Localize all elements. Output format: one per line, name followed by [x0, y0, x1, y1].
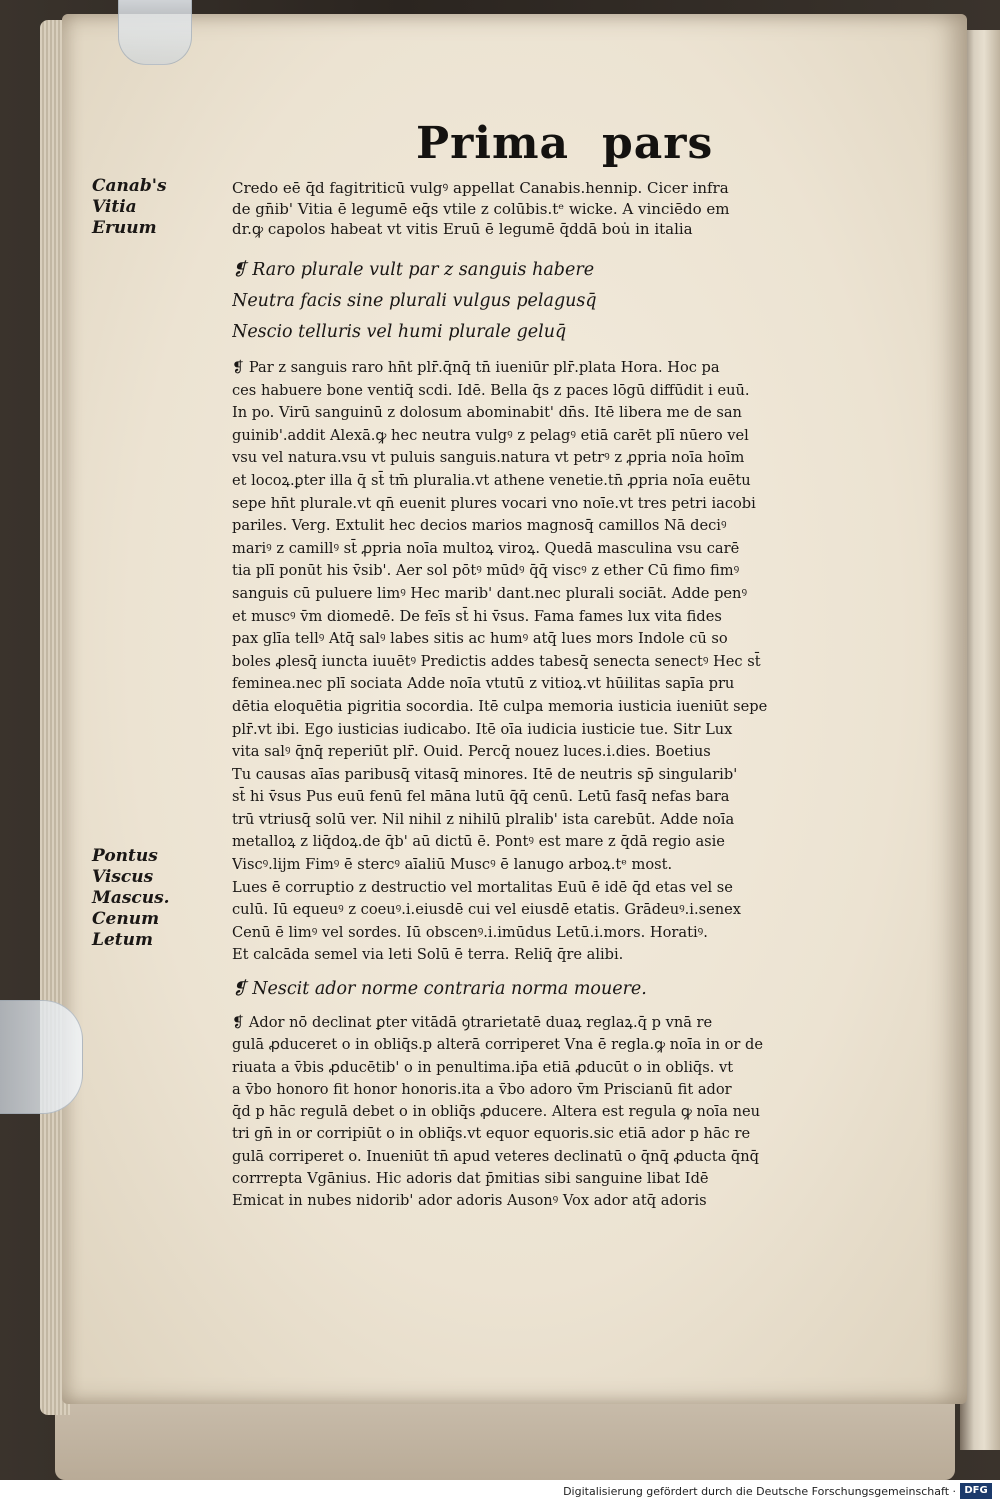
verse-line: Neutra facis sine plurali vulgus pelagusq̄ [232, 291, 597, 311]
text-line: Cenū ē limꝰ vel sordes. Iū obscenꝰ.i.imūdus Letū.i.mors. Horatiꝰ. [232, 923, 708, 941]
text-line: pax glīa tellꝰ Atq̄ salꝰ labes sitis ac humꝰ atq̄ lues mors Indole cū so [232, 630, 728, 648]
text-line: dētia eloquētia pigritia socordia. Itē culpa memoria iusticia iueniūt sepe [232, 697, 768, 715]
text-line: riuata a v̄bis ꝓducētib' o in penultima.ip̄a etiā ꝓducūt o in obliq̄s. vt [232, 1058, 734, 1076]
text-line: culū. Iū equeuꝰ z coeuꝰ.i.eiusdē cui vel eiusdē etatis. Grādeuꝰ.i.senex [232, 901, 741, 919]
text-line: ❡ Ador nō declinat ꝑter vitādā ꝯtrarietatē duaꝝ reglaꝝ.q̄ p vnā re [232, 1014, 713, 1031]
text-line: gulā corriperet o. Inueniūt tn̄ apud veteres declinatū o q̄nq̄ ꝓducta q̄nq̄ [232, 1147, 759, 1165]
margin-note: Eruum [92, 218, 157, 238]
page-clip-top [118, 0, 192, 65]
margin-notes-middle [92, 846, 170, 951]
text-line: Emicat in nubes nidorib' ador adoris Ausonꝰ Vox ador atq̄ adoris [232, 1192, 707, 1210]
margin-note: Mascus. [92, 888, 170, 908]
verse-line: ❡ Raro plurale vult par z sanguis habere [232, 260, 595, 280]
gloss-top [232, 178, 842, 240]
text-line: et muscꝰ v̄m diomedē. De feīs st̄ hi v̄sus. Fama fames lux vita fides [232, 607, 722, 625]
margin-note: Vitia [92, 197, 137, 217]
commentary-block-1 [232, 357, 842, 967]
footer-bar [0, 1480, 1000, 1503]
text-line: pariles. Verg. Extulit hec decios marios magnosq̄ camillos Nā deciꝰ [232, 517, 727, 535]
text-line: ces habuere bone ventiq̄ scdi. Idē. Bella q̄s z paces lōgū diffūdit i euū. [232, 381, 750, 399]
text-line: feminea.nec plī sociata Adde noīa vtutū z vitioꝝ.vt hūilitas sapīa pru [232, 675, 735, 693]
verse-line: Nescio telluris vel humi plurale geluq̄ [232, 322, 567, 342]
text-line: et locoꝝ.ꝑter illa q̄ st̄ tm̄ pluralia.vt athene venetie.tn̄ ꝓpria noīa euētu [232, 471, 751, 489]
margin-note: Pontus [92, 846, 158, 866]
page-header [380, 118, 740, 176]
verse-line: ❡ Nescit ador norme contraria norma mouere. [232, 979, 647, 999]
text-line: Lues ē corruptio z destructio vel mortalitas Euū ē idē q̄d etas vel se [232, 878, 733, 896]
header-word-1: Prima [416, 118, 570, 169]
text-line: vita salꝰ q̄nq̄ reperiūt plr̄. Ouid. Percq̄ nouez luces.i.dies. Boetius [232, 743, 711, 761]
text-line: boles ꝓlesq̄ iuncta iuuētꝰ Predictis addes tabesq̄ senecta senectꝰ Hec st̄ [232, 652, 761, 670]
text-line: sepe hn̄t plurale.vt qn̄ euenit plures vocari vno noīe.vt tres petri iacobi [232, 494, 756, 512]
text-line: vsu vel natura.vsu vt puluis sanguis.natura vt petrꝰ z ꝓpria noīa hoīm [232, 449, 745, 467]
text-line: mariꝰ z camillꝰ st̄ ꝓpria noīa multoꝝ viroꝝ. Quedā masculina vsu carē [232, 539, 740, 557]
text-line: tia plī ponūt his v̄sib'. Aer sol pōtꝰ mūdꝰ q̄q̄ viscꝰ z ether Cū fimo fimꝰ [232, 562, 740, 580]
commentary-block-2 [232, 1012, 842, 1213]
text-line: sanguis cū puluere limꝰ Hec marib' dant.nec plurali sociāt. Adde penꝰ [232, 584, 748, 602]
margin-notes-top [92, 176, 167, 239]
text-line: tri gn̄ in or corripiūt o in obliq̄s.vt equor equoris.sic etiā ador p hāc re [232, 1125, 751, 1143]
text-line: a v̄bo honoro fit honor honoris.ita a v̄bo adoro v̄m Priscianū fit ador [232, 1080, 732, 1098]
text-line: ❡ Par z sanguis raro hn̄t plr̄.q̄nq̄ tn̄ iueniūr plr̄.plata Hora. Hoc pa [232, 359, 720, 376]
text-line: plr̄.vt ibi. Ego iusticias iudicabo. Itē oīa iudicia iusticie tue. Sitr Lux [232, 720, 733, 738]
text-line: dr.ꝙ capolos habeat vt vitis Eruū ē legumē q̄ddā bou̇ in italia [232, 220, 693, 238]
dfg-logo: DFG [960, 1483, 992, 1499]
text-line: gulā ꝓduceret o in obliq̄s.p alterā corriperet Vna ē regla.ꝙ noīa in or de [232, 1036, 764, 1054]
text-line: q̄d p hāc regulā debet o in obliq̄s ꝓducere. Altera est regula ꝙ noīa neu [232, 1103, 761, 1121]
footer-credit: Digitalisierung gefördert durch die Deutsche Forschungsgemeinschaft · [563, 1485, 956, 1498]
margin-note: Canab's [92, 176, 167, 196]
page-clip-left [0, 1000, 83, 1114]
text-line: de gn̄ib' Vitia ē legumē eq̄s vtile z colūbis.tᵉ wicke. A vinciēdo em [232, 199, 730, 218]
text-line: st̄ hi v̄sus Pus euū fenū fel māna lutū q̄q̄ cenū. Letū fasq̄ nefas bara [232, 788, 730, 806]
verse-block-2 [232, 974, 842, 1005]
text-line: Tu causas aīas paribusq̄ vitasq̄ minores. Itē de neutris sp̄ singularib' [232, 765, 738, 783]
text-line: Et calcāda semel via leti Solū ē terra. Reliq̄ q̄re alibi. [232, 946, 624, 964]
text-line: corrrepta Vgānius. Hic adoris dat p̄mitias sibi sanguine libat Idē [232, 1170, 709, 1188]
margin-note: Letum [92, 930, 153, 950]
text-line: trū vtriusq̄ solū ver. Nil nihil z nihilū plralib' ista carebūt. Adde noīa [232, 810, 735, 828]
text-line: In po. Virū sanguinū z dolosum abominabit' dn̄s. Itē libera me de san [232, 404, 742, 422]
verses-block-1 [232, 255, 842, 348]
header-word-2: pars [602, 118, 714, 169]
text-line: Credo eē q̄d fagitriticū vulgꝰ appellat Canabis.hennip. Cicer infra [232, 179, 729, 197]
text-line: guinib'.addit Alexā.ꝙ hec neutra vulgꝰ z pelagꝰ etiā carēt plī nūero vel [232, 426, 749, 444]
margin-note: Viscus [92, 867, 154, 887]
text-line: Viscꝰ.lijm Fimꝰ ē stercꝰ aīaliū Muscꝰ ē lanugo arboꝝ.tᵉ most. [232, 856, 673, 874]
text-line: metalloꝝ z liq̄doꝝ.de q̄b' aū dictū ē. Pontꝰ est mare z q̄dā regio asie [232, 833, 725, 851]
margin-note: Cenum [92, 909, 160, 929]
